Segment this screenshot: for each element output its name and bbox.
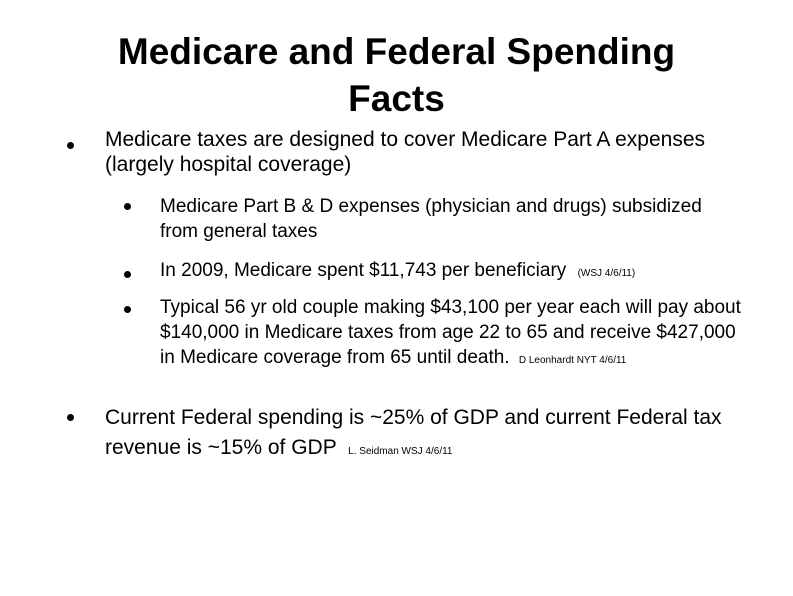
sub-bullet-dot-3: [124, 306, 131, 313]
bullet-2: [105, 403, 745, 467]
bullet-dot-1: [67, 142, 74, 149]
bullet-2-text: Current Federal spending is ~25% of GDP and current Federal tax revenue is ~15% of GDP: [105, 406, 722, 459]
title-line-2: Facts: [348, 78, 445, 119]
sub-bullet-2-citation: (WSJ 4/6/11): [577, 268, 636, 279]
slide-title: [80, 28, 713, 122]
sub-bullet-3: [160, 295, 750, 373]
sub-bullet-3-text: Typical 56 yr old couple making $43,100 per year each will pay about $140,000 in Medicare taxes from age 22 to 65 and receive $427,000 in Medicare coverage from 65 until death.: [160, 297, 741, 368]
sub-bullet-dot-2: [124, 271, 131, 278]
bullet-dot-2: [67, 414, 74, 421]
sub-bullet-dot-1: [124, 203, 131, 210]
bullet-2-citation: L. Seidman WSJ 4/6/11: [348, 446, 453, 457]
title-line-1: Medicare and Federal Spending: [117, 31, 676, 72]
bullet-1-text: Medicare taxes are designed to cover Medicare Part A expenses (largely hospital coverage): [105, 128, 705, 176]
sub-bullet-2: [160, 258, 760, 286]
sub-bullet-2-text: In 2009, Medicare spent $11,743 per beneficiary: [160, 260, 567, 281]
sub-bullet-3-citation: D Leonhardt NYT 4/6/11: [518, 355, 627, 366]
sub-bullet-1-text: Medicare Part B & D expenses (physician and drugs) subsidized from general taxes: [160, 196, 702, 242]
